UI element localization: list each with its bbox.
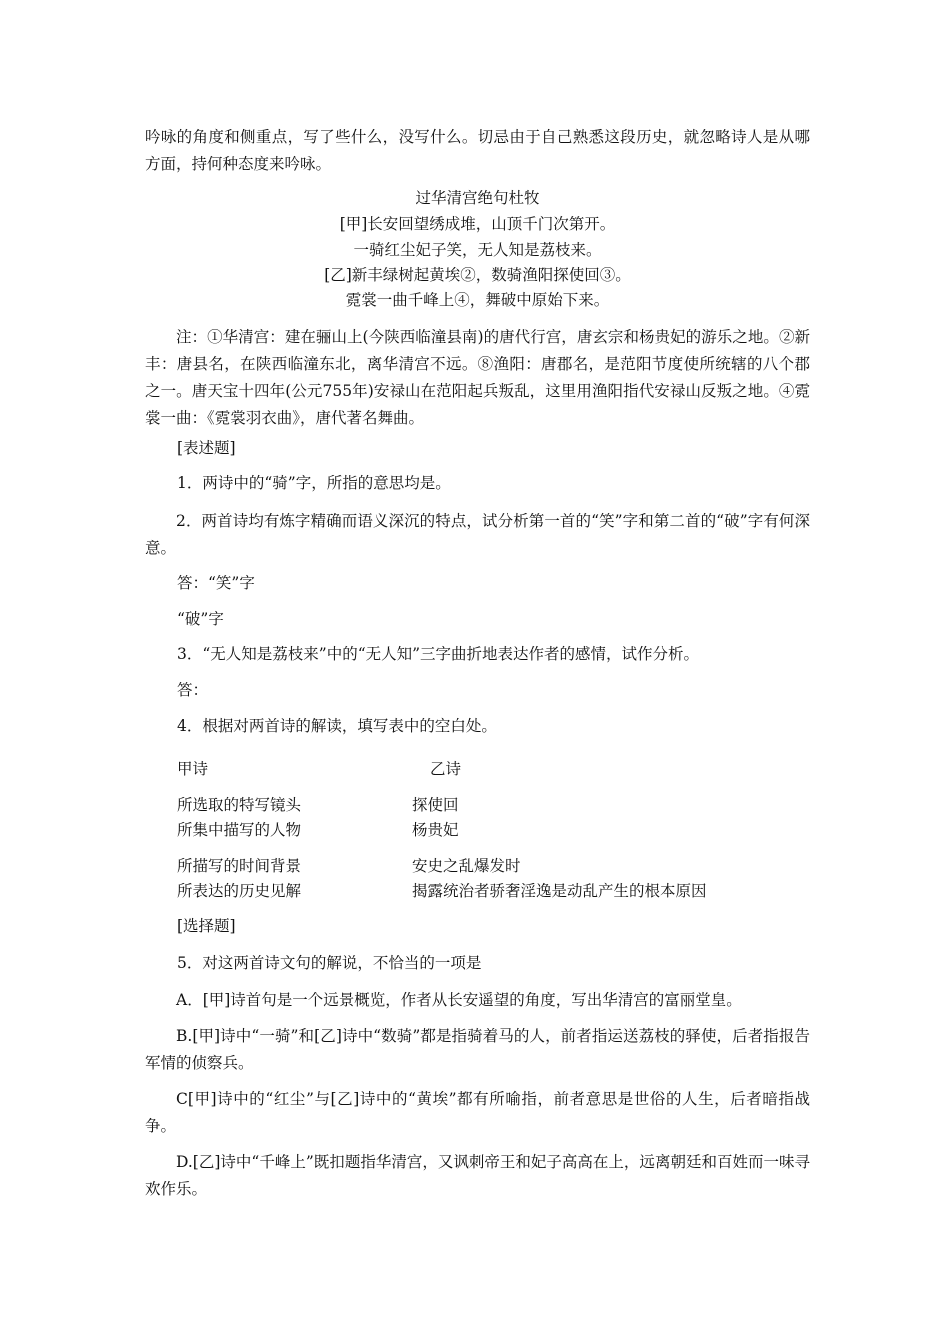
poem-line: [甲]长安回望绣成堆，山顶千门次第开。 bbox=[339, 215, 616, 233]
table-header-left: 甲诗 bbox=[177, 760, 209, 778]
option-d: D.[乙]诗中“千峰上”既扣题指华清宫，又讽刺帝王和妃子高高在上，远离朝廷和百姓而一味寻欢作乐。 bbox=[145, 1153, 810, 1198]
option-a: A．[甲]诗首句是一个远景概览，作者从长安遥望的角度，写出华清宫的富丽堂皇。 bbox=[176, 991, 742, 1009]
table-header-right: 乙诗 bbox=[430, 760, 462, 778]
question-4: 4．根据对两首诗的解读，填写表中的空白处。 bbox=[177, 717, 497, 735]
table-row-value: 探使回 bbox=[412, 796, 459, 814]
answer-2-xiao: 答：“笑”字 bbox=[177, 574, 255, 592]
poem-line: 一骑红尘妃子笑，无人知是荔枝来。 bbox=[353, 241, 602, 259]
question-5: 5．对这两首诗文句的解说，不恰当的一项是 bbox=[177, 954, 482, 972]
option-c: C[甲]诗中的“红尘”与[乙]诗中的“黄埃”都有所喻指，前者意思是世俗的人生，后者暗指战争。 bbox=[145, 1090, 810, 1135]
table-row-value: 安史之乱爆发时 bbox=[412, 857, 521, 875]
question-3: 3．“无人知是荔枝来”中的“无人知”三字曲折地表达作者的感情，试作分析。 bbox=[177, 645, 700, 663]
question-2: 2．两首诗均有炼字精确而语义深沉的特点，试分析第一首的“笑”字和第二首的“破”字有何深意。 bbox=[145, 512, 810, 557]
table-row-label: 所表达的历史见解 bbox=[177, 882, 302, 900]
table-row-label: 所描写的时间背景 bbox=[177, 857, 302, 875]
answer-3: 答： bbox=[177, 681, 209, 699]
table-row-value: 揭露统治者骄奢淫逸是动乱产生的根本原因 bbox=[412, 882, 707, 900]
answer-2-po: “破”字 bbox=[177, 610, 224, 628]
poem-title: 过华清宫绝句杜牧 bbox=[415, 189, 540, 207]
poem-line: 霓裳一曲千峰上④，舞破中原始下来。 bbox=[345, 291, 610, 309]
notes-paragraph: 注：①华清宫：建在骊山上(今陕西临潼县南)的唐代行宫，唐玄宗和杨贵妃的游乐之地。②新丰：唐县名，在陕西临潼东北，离华清宫不远。⑧渔阳：唐郡名，是范阳节度使所统辖的八个郡之一。唐天宝十四年(公元755年)安禄山在范阳起兵叛乱，这里用渔阳指代安禄山反叛之地。④霓裳一曲：《霓裳羽衣曲》，唐代著名舞曲。 bbox=[145, 328, 810, 427]
section-heading-express: [表述题] bbox=[177, 439, 236, 457]
table-row-label: 所集中描写的人物 bbox=[177, 821, 302, 839]
section-heading-choice: [选择题] bbox=[177, 917, 236, 935]
question-1: 1．两诗中的“骑”字，所指的意思均是。 bbox=[177, 474, 451, 492]
table-row-value: 杨贵妃 bbox=[412, 821, 459, 839]
table-row-label: 所选取的特写镜头 bbox=[177, 796, 302, 814]
intro-paragraph: 吟咏的角度和侧重点，写了些什么，没写什么。切忌由于自己熟悉这段历史，就忽略诗人是从哪方面，持何种态度来吟咏。 bbox=[145, 128, 810, 173]
poem-line: [乙]新丰绿树起黄埃②，数骑渔阳探使回③。 bbox=[324, 266, 631, 284]
option-b: B.[甲]诗中“一骑”和[乙]诗中“数骑”都是指骑着马的人，前者指运送荔枝的驿使，后者指报告军情的侦察兵。 bbox=[145, 1027, 810, 1072]
